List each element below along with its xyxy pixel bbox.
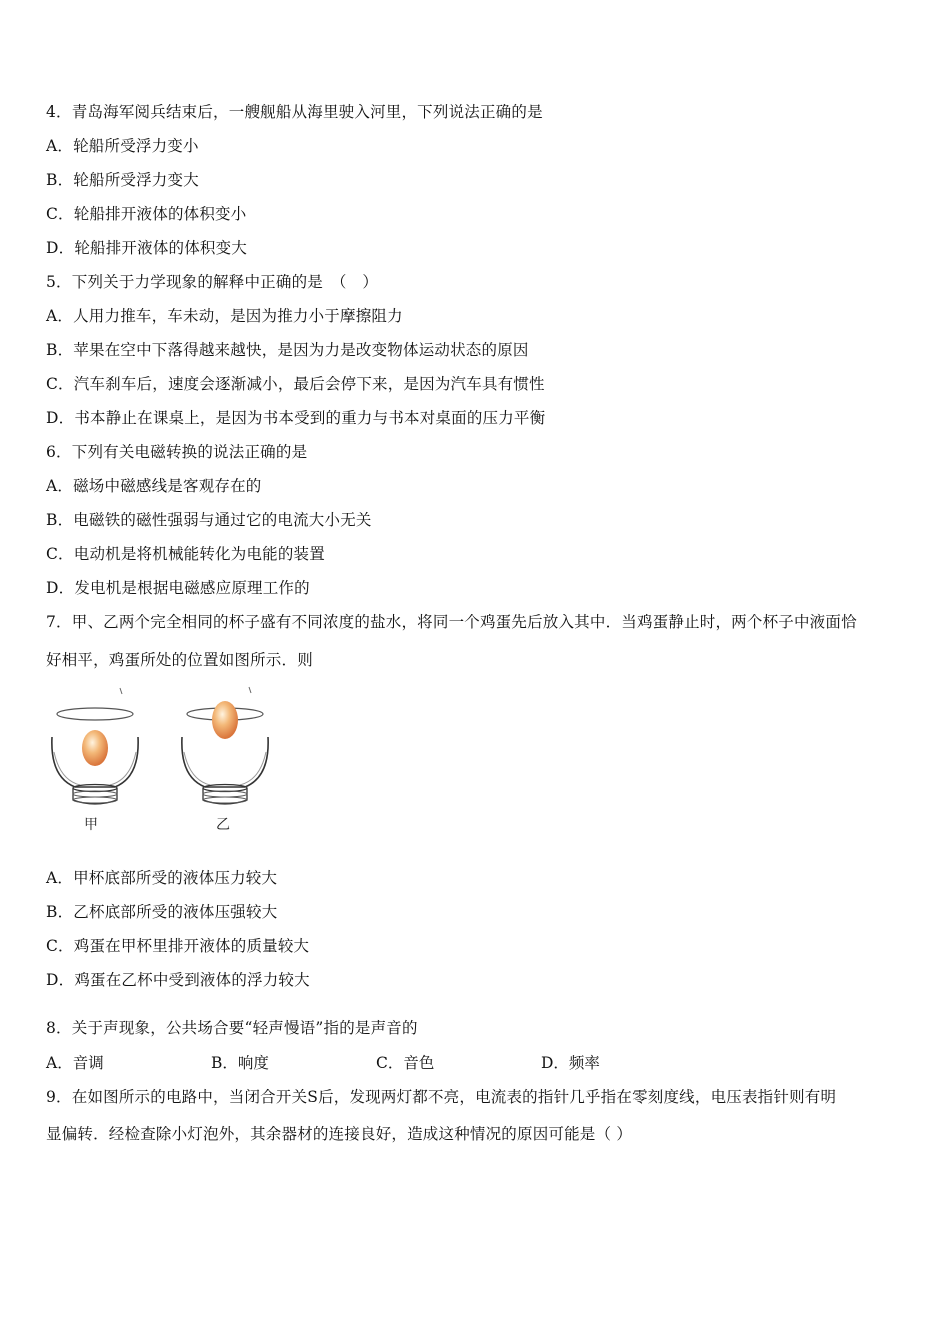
q8-option-a: A．音调 [46,1054,104,1072]
q7-stem-line1: 7．甲、乙两个完全相同的杯子盛有不同浓度的盐水，将同一个鸡蛋先后放入其中．当鸡蛋静止时，两个杯子中液面恰 [46,613,857,631]
q7-option-a: A．甲杯底部所受的液体压力较大 [46,869,278,887]
q5-stem: 5．下列关于力学现象的解释中正确的是 （ ） [46,273,379,291]
q7-stem-line2: 好相平，鸡蛋所处的位置如图所示．则 [46,651,313,669]
q7-option-c: C．鸡蛋在甲杯里排开液体的质量较大 [46,937,310,955]
q6-stem: 6．下列有关电磁转换的说法正确的是 [46,443,308,461]
q6-option-d: D．发电机是根据电磁感应原理工作的 [46,579,310,597]
q9-stem-line2: 显偏转．经检查除小灯泡外，其余器材的连接良好，造成这种情况的原因可能是（ ） [46,1125,633,1143]
cups-illustration [40,682,290,842]
cup-b-label: 乙 [216,817,230,833]
egg-a [82,730,108,766]
cup-a-label: 甲 [84,817,98,833]
egg-b [212,701,238,739]
q5-option-b: B．苹果在空中下落得越来越快，是因为力是改变物体运动状态的原因 [46,341,529,359]
q8-option-b: B．响度 [211,1054,269,1072]
q4-option-a: A．轮船所受浮力变小 [46,137,199,155]
q8-stem: 8．关于声现象，公共场合要“轻声慢语”指的是声音的 [46,1019,418,1037]
q4-option-c: C．轮船排开液体的体积变小 [46,205,247,223]
q4-option-d: D．轮船排开液体的体积变大 [46,239,248,257]
q5-option-c: C．汽车刹车后，速度会逐渐减小，最后会停下来，是因为汽车具有惯性 [46,375,545,393]
q8-option-d: D．频率 [541,1054,600,1072]
q7-option-d: D．鸡蛋在乙杯中受到液体的浮力较大 [46,971,310,989]
cup-b [182,687,268,804]
q5-option-a: A．人用力推车，车未动，是因为推力小于摩擦阻力 [46,307,403,325]
q6-option-a: A．磁场中磁感线是客观存在的 [46,477,262,495]
q8-options [46,1053,746,1073]
q9-stem-line1: 9．在如图所示的电路中，当闭合开关S后，发现两灯都不亮，电流表的指针几乎指在零刻度线，电压表指针则有明 [46,1088,837,1106]
q6-option-b: B．电磁铁的磁性强弱与通过它的电流大小无关 [46,511,372,529]
q7-figure-cups [40,682,290,842]
q6-option-c: C．电动机是将机械能转化为电能的装置 [46,545,325,563]
q8-option-c: C．音色 [376,1054,435,1072]
q7-option-b: B．乙杯底部所受的液体压强较大 [46,903,278,921]
q4-option-b: B．轮船所受浮力变大 [46,171,199,189]
q4-stem: 4．青岛海军阅兵结束后，一艘舰船从海里驶入河里，下列说法正确的是 [46,103,543,121]
q5-option-d: D．书本静止在课桌上，是因为书本受到的重力与书本对桌面的压力平衡 [46,409,546,427]
cup-a [52,688,138,804]
